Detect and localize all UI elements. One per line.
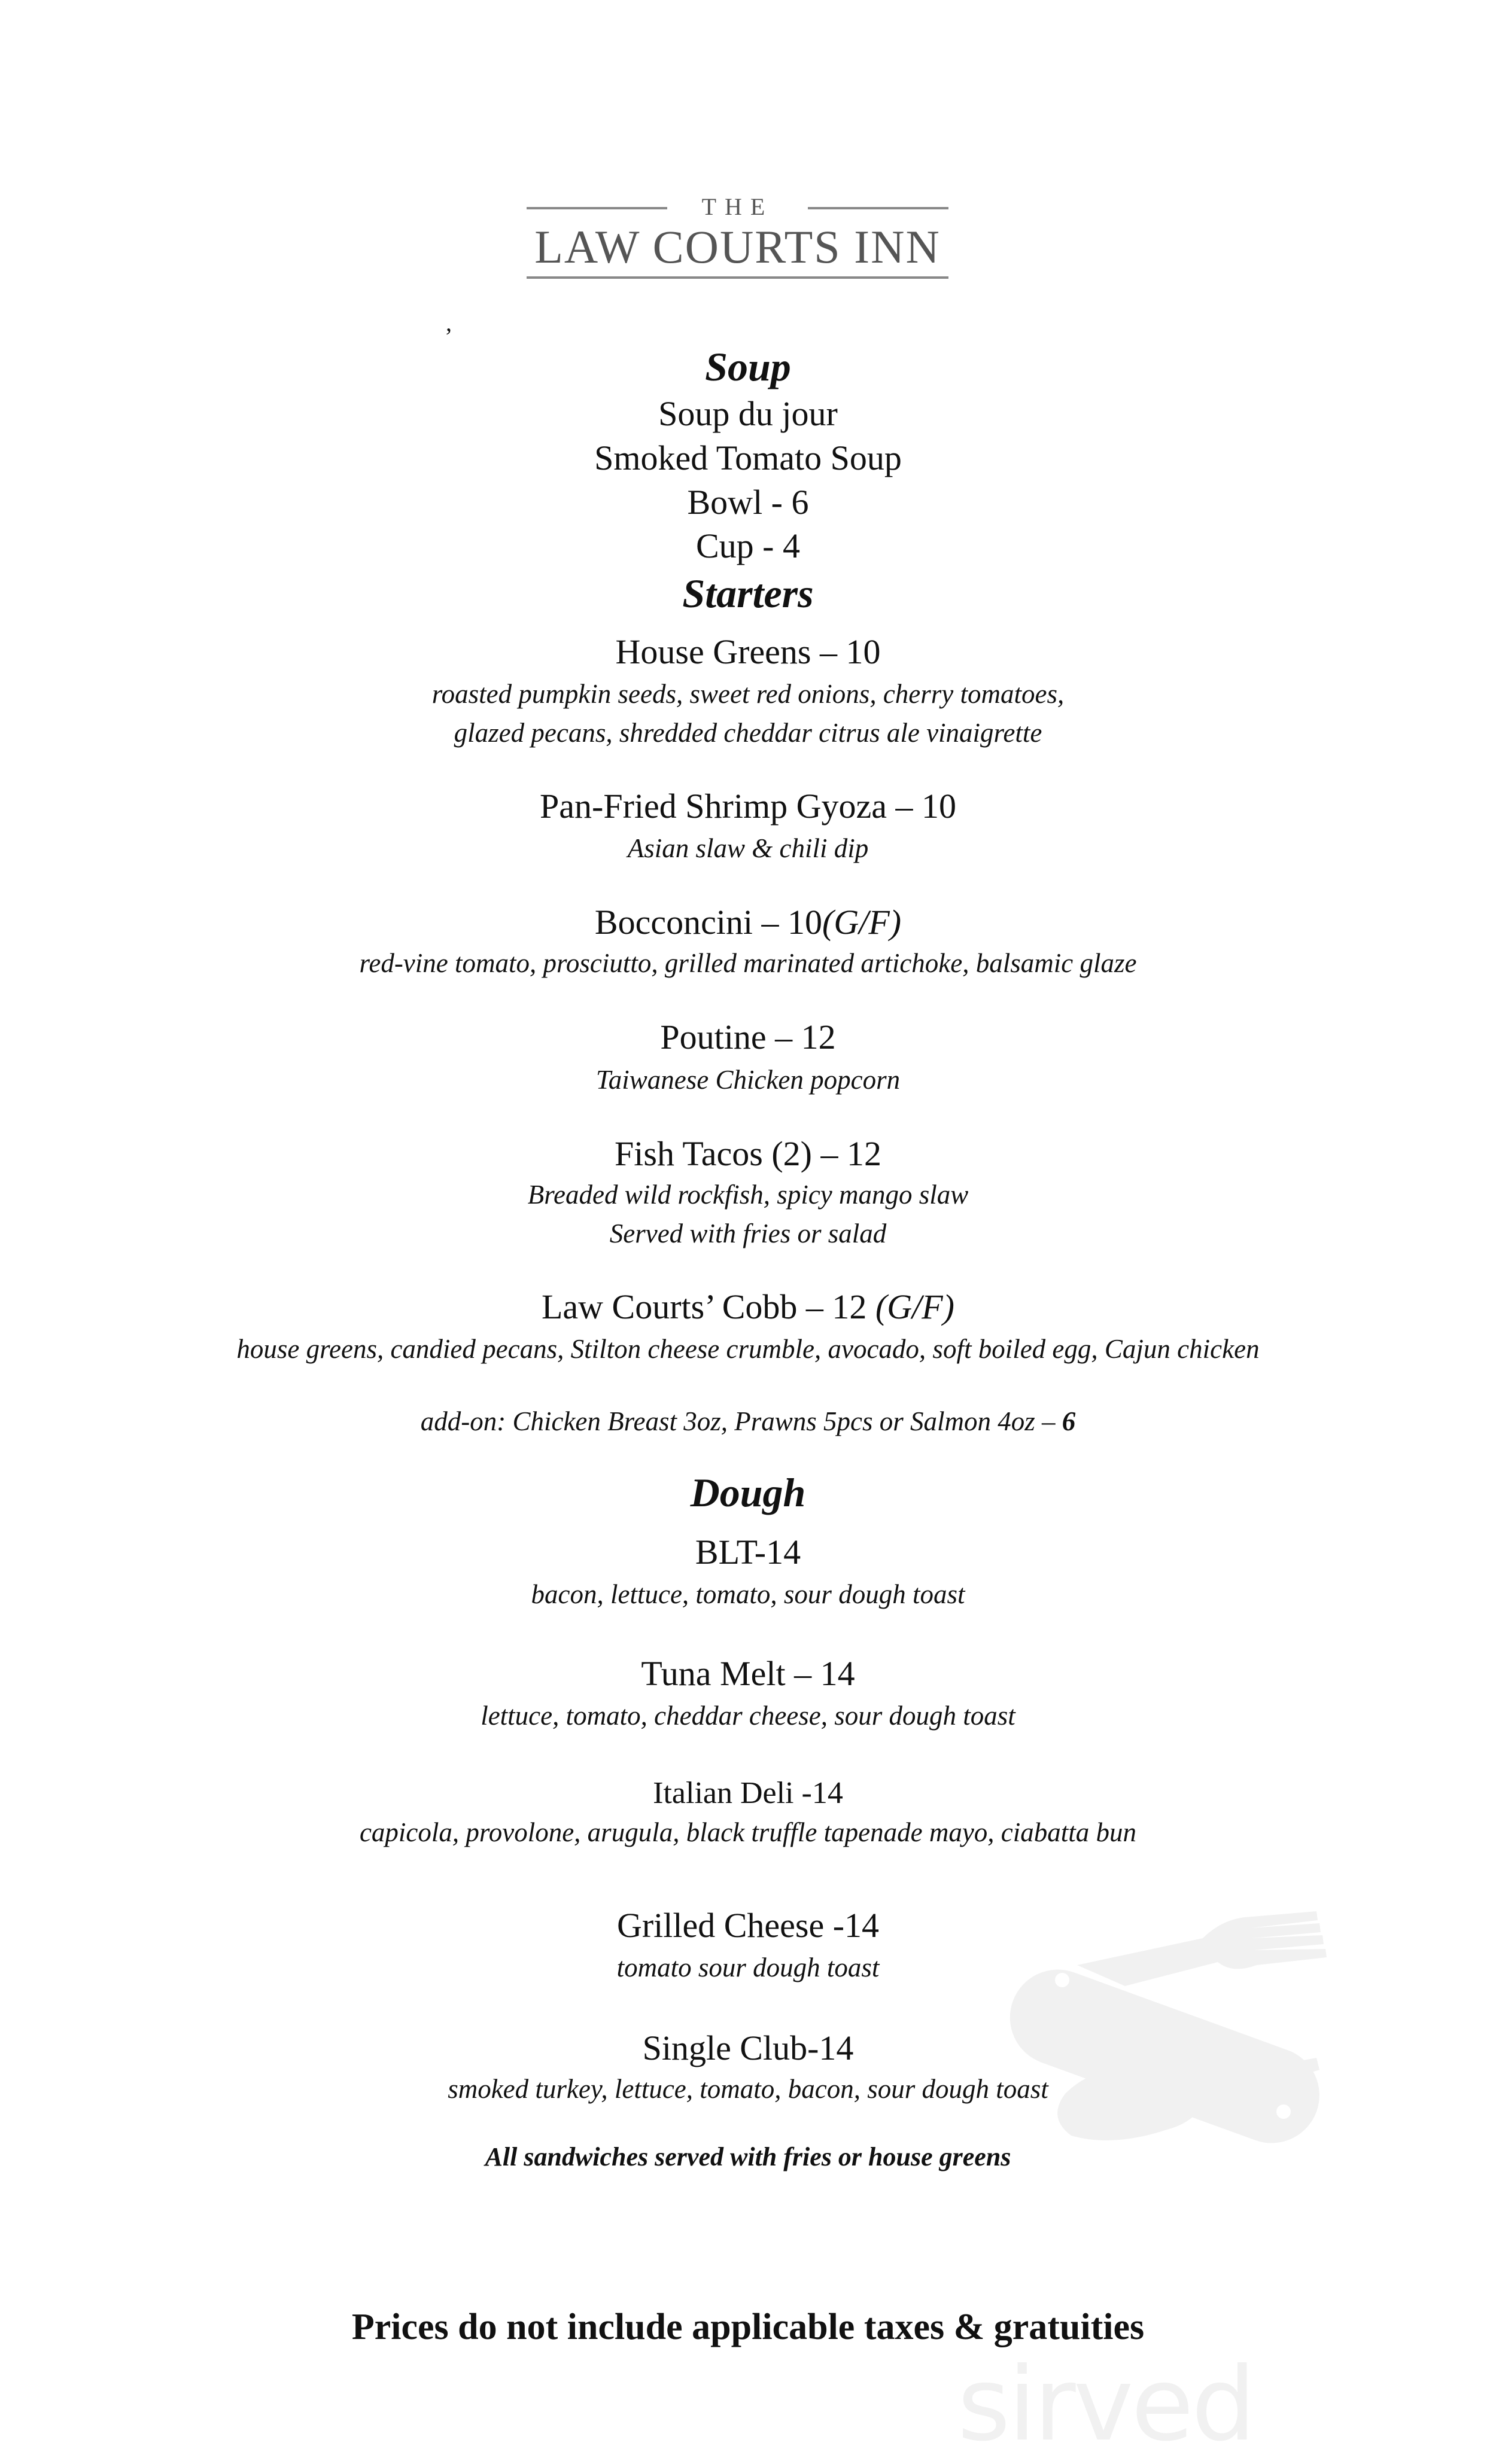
menu-price: Cup - 4	[696, 526, 800, 565]
menu-item-desc: tomato sour dough toast	[616, 1953, 880, 1982]
menu-item: Poutine – 12	[660, 1018, 836, 1056]
menu-item: Soup du jour	[658, 394, 838, 433]
section-heading-dough: Dough	[690, 1470, 806, 1515]
menu-item-desc: smoked turkey, lettuce, tomato, bacon, sour dough toast	[448, 2074, 1048, 2104]
addon-line	[0, 1408, 1496, 1435]
menu-item	[0, 1287, 1496, 1326]
sirved-watermark: sirved	[957, 2346, 1254, 2464]
menu-item-desc: Taiwanese Chicken popcorn	[595, 1065, 901, 1095]
menu-item-desc: lettuce, tomato, cheddar cheese, sour dough toast	[481, 1701, 1015, 1731]
logo-name: LAW COURTS INN	[534, 221, 941, 273]
menu-item-desc: glazed pecans, shredded cheddar citrus ale vinaigrette	[454, 718, 1042, 748]
menu-item-desc: roasted pumpkin seeds, sweet red onions, cherry tomatoes,	[431, 679, 1065, 709]
menu-item: Fish Tacos (2) – 12	[615, 1134, 881, 1173]
menu-item: Italian Deli -14	[653, 1776, 843, 1810]
menu-item: Grilled Cheese -14	[616, 1906, 880, 1945]
menu-item-desc: bacon, lettuce, tomato, sour dough toast	[531, 1579, 965, 1609]
menu-item: Tuna Melt – 14	[641, 1654, 855, 1693]
menu-item-desc: Served with fries or salad	[609, 1219, 887, 1248]
menu-item: Single Club-14	[642, 2029, 854, 2067]
sandwich-note: All sandwiches served with fries or house greens	[485, 2142, 1011, 2171]
addon-price: 6	[1062, 1406, 1076, 1436]
prices-disclaimer: Prices do not include applicable taxes & gratuities	[351, 2307, 1145, 2347]
logo-rule	[527, 276, 948, 279]
gluten-free-tag: (G/F)	[822, 903, 902, 942]
restaurant-logo	[527, 193, 948, 281]
menu-item-desc: red-vine tomato, prosciutto, grilled marinated artichoke, balsamic glaze	[359, 948, 1137, 978]
menu-price: Bowl - 6	[687, 483, 809, 522]
menu-item-desc: Breaded wild rockfish, spicy mango slaw	[527, 1180, 969, 1210]
menu-item: Smoked Tomato Soup	[594, 438, 902, 477]
menu-item-desc: capicola, provolone, arugula, black truffle tapenade mayo, ciabatta bun	[359, 1817, 1137, 1847]
item-name: Law Courts’ Cobb – 12	[541, 1287, 875, 1326]
item-name: Bocconcini – 10	[594, 903, 823, 942]
stray-mark: ,	[446, 309, 452, 336]
menu-item-desc: house greens, candied pecans, Stilton cheese crumble, avocado, soft boiled egg, Cajun chicken	[236, 1334, 1260, 1364]
menu-item: Pan-Fried Shrimp Gyoza – 10	[540, 787, 956, 826]
menu-item: House Greens – 10	[615, 632, 881, 671]
gluten-free-tag: (G/F)	[875, 1287, 954, 1326]
section-heading-starters: Starters	[682, 571, 814, 616]
menu-item: BLT-14	[695, 1533, 801, 1571]
logo-the: THE	[701, 193, 774, 220]
section-heading-soup: Soup	[705, 344, 791, 389]
addon-text: add-on: Chicken Breast 3oz, Prawns 5pcs or Salmon 4oz –	[420, 1406, 1062, 1436]
menu-item-desc: Asian slaw & chili dip	[627, 833, 869, 863]
menu-item	[0, 905, 1496, 940]
